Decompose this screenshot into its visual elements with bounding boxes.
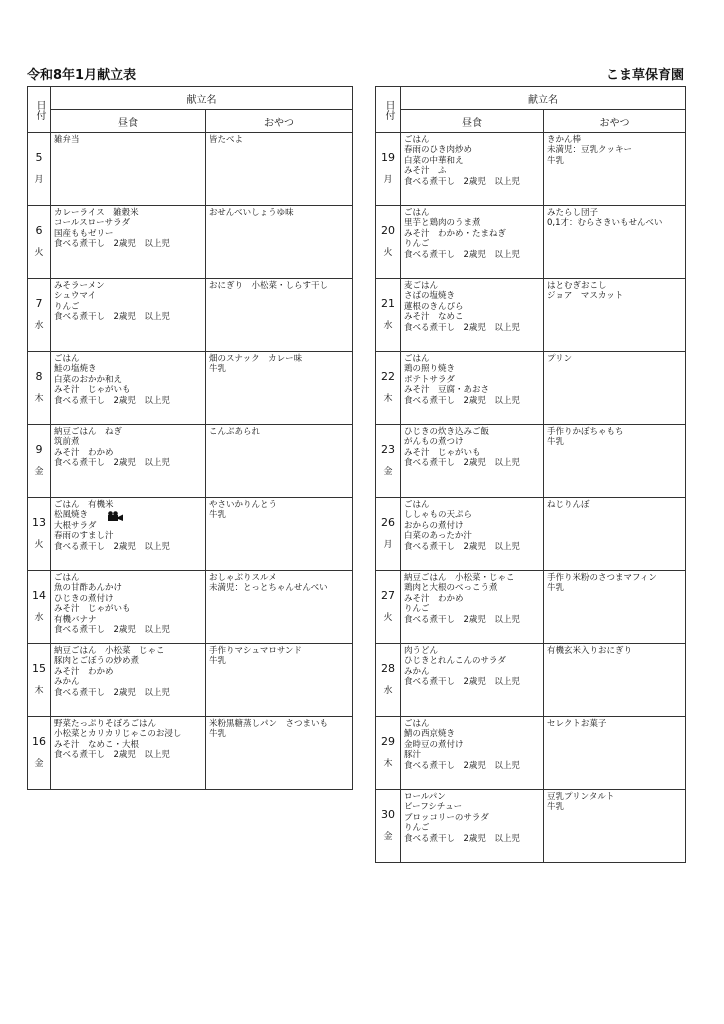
snack-cell xyxy=(206,133,353,206)
snack-menu: みたらし団子 0,1才：むらさきいもせんべい xyxy=(547,208,663,229)
snack-menu: ねじりんぼ xyxy=(547,500,590,510)
menu-row xyxy=(28,571,353,644)
header-kondate: 献立名 xyxy=(401,87,686,110)
snack-menu: セレクトお菓子 xyxy=(547,719,607,729)
day-number: 21 xyxy=(381,297,395,310)
day-cell xyxy=(376,279,401,352)
lunch-cell xyxy=(51,571,206,644)
snack-cell xyxy=(544,279,686,352)
day-number: 15 xyxy=(32,662,46,675)
lunch-menu: 野菜たっぷりそぼろごはん 小松菜とカリカリじゃこのお浸し みそ汁 なめこ・大根 食べる煮干し 2歳児 以上児 xyxy=(54,719,182,761)
snack-cell xyxy=(206,279,353,352)
snack-menu: 米粉黒糖蒸しパン さつまいも 牛乳 xyxy=(209,719,329,740)
lunch-cell xyxy=(401,133,544,206)
lunch-cell xyxy=(401,279,544,352)
day-cell xyxy=(376,790,401,863)
snack-menu: 豆乳プリンタルト 牛乳 xyxy=(547,792,615,813)
day-number: 6 xyxy=(35,224,43,237)
snack-menu: 手作りかぼちゃもち 牛乳 xyxy=(547,427,624,448)
weekday: 金 xyxy=(383,832,393,842)
snack-menu: こんぶあられ xyxy=(209,427,261,437)
snack-menu: 皆たべよ xyxy=(209,135,244,145)
snack-menu: きかん棒 未満児：豆乳クッキー 牛乳 xyxy=(547,135,633,166)
snack-cell xyxy=(206,644,353,717)
snack-cell xyxy=(206,498,353,571)
day-number: 23 xyxy=(381,443,395,456)
menu-row xyxy=(28,352,353,425)
menu-row xyxy=(28,279,353,352)
day-cell xyxy=(376,206,401,279)
header-snack: おやつ xyxy=(206,110,353,133)
lunch-cell xyxy=(401,425,544,498)
day-cell xyxy=(376,717,401,790)
menu-row xyxy=(376,644,686,717)
lunch-menu: 雑弁当 xyxy=(54,135,80,145)
lunch-cell xyxy=(51,498,206,571)
menu-row xyxy=(376,352,686,425)
day-cell xyxy=(376,425,401,498)
header-day: 日付 xyxy=(28,87,51,133)
snack-cell xyxy=(544,790,686,863)
snack-cell xyxy=(206,425,353,498)
snack-cell xyxy=(544,133,686,206)
day-number: 20 xyxy=(381,224,395,237)
day-cell xyxy=(28,133,51,206)
snack-cell xyxy=(544,571,686,644)
lunch-cell xyxy=(401,717,544,790)
header-lunch: 昼食 xyxy=(401,110,544,133)
header-day: 日付 xyxy=(376,87,401,133)
day-cell xyxy=(376,133,401,206)
lunch-cell xyxy=(401,790,544,863)
video-camera-icon xyxy=(107,511,123,520)
menu-row xyxy=(376,790,686,863)
lunch-menu: ごはん 鶏の照り焼き ポテトサラダ みそ汁 豆腐・あおさ 食べる煮干し 2歳児 以上児 xyxy=(404,354,520,406)
lunch-menu: 麦ごはん さばの塩焼き 蓮根のきんぴら みそ汁 なめこ 食べる煮干し 2歳児 以上児 xyxy=(404,281,520,333)
weekday: 火 xyxy=(383,613,393,623)
menu-row xyxy=(376,133,686,206)
snack-cell xyxy=(544,498,686,571)
day-number: 16 xyxy=(32,735,46,748)
menu-row xyxy=(28,717,353,790)
menu-row xyxy=(376,206,686,279)
menu-row xyxy=(28,206,353,279)
lunch-menu: ごはん ししゃもの天ぷら おからの煮付け 白菜のあったか汁 食べる煮干し 2歳児 以上児 xyxy=(404,500,520,552)
lunch-menu: ごはん 魚の甘酢あんかけ ひじきの煮付け みそ汁 じゃがいも 有機バナナ 食べる煮干し 2歳児 以上児 xyxy=(54,573,170,636)
snack-menu: やさいかりんとう 牛乳 xyxy=(209,500,278,521)
menu-row xyxy=(376,498,686,571)
weekday: 月 xyxy=(34,175,44,185)
snack-cell xyxy=(544,352,686,425)
lunch-cell xyxy=(401,644,544,717)
lunch-cell xyxy=(51,279,206,352)
day-cell xyxy=(28,279,51,352)
day-number: 27 xyxy=(381,589,395,602)
snack-menu: 手作り米粉のさつまマフィン 牛乳 xyxy=(547,573,657,594)
day-cell xyxy=(376,644,401,717)
day-number: 26 xyxy=(381,516,395,529)
lunch-menu: ごはん 鯖の西京焼き 金時豆の煮付け 豚汁 食べる煮干し 2歳児 以上児 xyxy=(404,719,520,771)
day-cell xyxy=(376,571,401,644)
menu-row xyxy=(376,279,686,352)
snack-cell xyxy=(544,644,686,717)
snack-menu: 手作りマシュマロサンド 牛乳 xyxy=(209,646,302,667)
menu-row xyxy=(28,498,353,571)
snack-cell xyxy=(544,206,686,279)
menu-title: 令和8年1月献立表 xyxy=(27,68,137,83)
weekday: 火 xyxy=(383,248,393,258)
day-number: 5 xyxy=(35,151,43,164)
lunch-cell xyxy=(401,206,544,279)
day-cell xyxy=(28,498,51,571)
lunch-menu: 納豆ごはん ねぎ 筑前煮 みそ汁 わかめ 食べる煮干し 2歳児 以上児 xyxy=(54,427,170,469)
day-cell xyxy=(28,352,51,425)
day-number: 28 xyxy=(381,662,395,675)
day-cell xyxy=(28,571,51,644)
snack-menu: おせんべいしょうゆ味 xyxy=(209,208,294,218)
snack-cell xyxy=(206,717,353,790)
menu-row xyxy=(28,644,353,717)
lunch-cell xyxy=(401,352,544,425)
weekday: 金 xyxy=(34,467,44,477)
header-snack: おやつ xyxy=(544,110,686,133)
header-kondate: 献立名 xyxy=(51,87,353,110)
day-number: 29 xyxy=(381,735,395,748)
lunch-menu: ごはん 春雨のひき肉炒め 白菜の中華和え みそ汁 ふ 食べる煮干し 2歳児 以上児 xyxy=(404,135,520,187)
weekday: 木 xyxy=(34,394,44,404)
lunch-menu: みそラーメン シュウマイ りんご 食べる煮干し 2歳児 以上児 xyxy=(54,281,170,323)
day-number: 30 xyxy=(381,808,395,821)
lunch-cell xyxy=(51,644,206,717)
lunch-cell xyxy=(401,571,544,644)
snack-menu: はとむぎおこし ジョア マスカット xyxy=(547,281,624,302)
lunch-cell xyxy=(51,352,206,425)
lunch-menu: ひじきの炊き込みご飯 がんもの煮つけ みそ汁 じゃがいも 食べる煮干し 2歳児 以上児 xyxy=(404,427,520,469)
day-number: 22 xyxy=(381,370,395,383)
snack-cell xyxy=(544,717,686,790)
weekday: 月 xyxy=(383,175,393,185)
day-number: 7 xyxy=(35,297,43,310)
day-number: 14 xyxy=(32,589,46,602)
snack-menu: おしゃぶりスルメ 未満児：とっとちゃんせんべい xyxy=(209,573,328,594)
weekday: 水 xyxy=(383,321,393,331)
day-cell xyxy=(28,206,51,279)
weekday: 月 xyxy=(383,540,393,550)
lunch-cell xyxy=(51,425,206,498)
lunch-menu: ロールパン ビーフシチュー ブロッコリーのサラダ りんご 食べる煮干し 2歳児 以上児 xyxy=(404,792,520,844)
lunch-menu: ごはん 里芋と鶏肉のうま煮 みそ汁 わかめ・たまねぎ りんご 食べる煮干し 2歳児 以上児 xyxy=(404,208,520,260)
lunch-cell xyxy=(51,717,206,790)
menu-table-right xyxy=(375,86,686,863)
lunch-menu: カレーライス 雑穀米 コールスローサラダ 国産ももゼリー 食べる煮干し 2歳児 以上児 xyxy=(54,208,170,250)
menu-row xyxy=(376,571,686,644)
weekday: 火 xyxy=(34,248,44,258)
snack-cell xyxy=(206,571,353,644)
header-lunch: 昼食 xyxy=(51,110,206,133)
day-cell xyxy=(28,717,51,790)
nursery-name: こま草保育園 xyxy=(605,68,684,83)
day-number: 9 xyxy=(35,443,43,456)
day-number: 19 xyxy=(381,151,395,164)
menu-row xyxy=(28,425,353,498)
weekday: 木 xyxy=(34,686,44,696)
day-cell xyxy=(376,352,401,425)
lunch-menu: 納豆ごはん 小松菜・じゃこ 鶏肉と大根のべっこう煮 みそ汁 わかめ りんご 食べる煮干し 2歳児 以上児 xyxy=(404,573,520,625)
day-cell xyxy=(376,498,401,571)
day-number: 13 xyxy=(32,516,46,529)
weekday: 金 xyxy=(383,467,393,477)
snack-menu: プリン xyxy=(547,354,573,364)
lunch-menu: 肉うどん ひじきとれんこんのサラダ みかん 食べる煮干し 2歳児 以上児 xyxy=(404,646,520,688)
snack-cell xyxy=(206,352,353,425)
day-cell xyxy=(28,425,51,498)
lunch-cell xyxy=(401,498,544,571)
lunch-cell xyxy=(51,206,206,279)
weekday: 木 xyxy=(383,394,393,404)
snack-cell xyxy=(206,206,353,279)
weekday: 木 xyxy=(383,759,393,769)
menu-row xyxy=(376,425,686,498)
weekday: 水 xyxy=(383,686,393,696)
menu-table-left xyxy=(27,86,353,790)
snack-menu: 有機玄米入りおにぎり xyxy=(547,646,633,656)
lunch-menu: 納豆ごはん 小松菜 じゃこ 豚肉とごぼうの炒め煮 みそ汁 わかめ みかん 食べる煮干し 2歳児 以上児 xyxy=(54,646,170,698)
menu-row xyxy=(28,133,353,206)
snack-menu: おにぎり 小松菜・しらす干し xyxy=(209,281,329,291)
lunch-cell xyxy=(51,133,206,206)
day-number: 8 xyxy=(35,370,43,383)
snack-cell xyxy=(544,425,686,498)
weekday: 水 xyxy=(34,321,44,331)
menu-row xyxy=(376,717,686,790)
weekday: 火 xyxy=(34,540,44,550)
day-cell xyxy=(28,644,51,717)
weekday: 水 xyxy=(34,613,44,623)
lunch-menu: ごはん 有機米 松風焼き 大根サラダ 春雨のすまし汁 食べる煮干し 2歳児 以上児 xyxy=(54,500,170,552)
weekday: 金 xyxy=(34,759,44,769)
snack-menu: 畑のスナック カレー味 牛乳 xyxy=(209,354,303,375)
lunch-menu: ごはん 鮭の塩焼き 白菜のおかか和え みそ汁 じゃがいも 食べる煮干し 2歳児 以上児 xyxy=(54,354,170,406)
